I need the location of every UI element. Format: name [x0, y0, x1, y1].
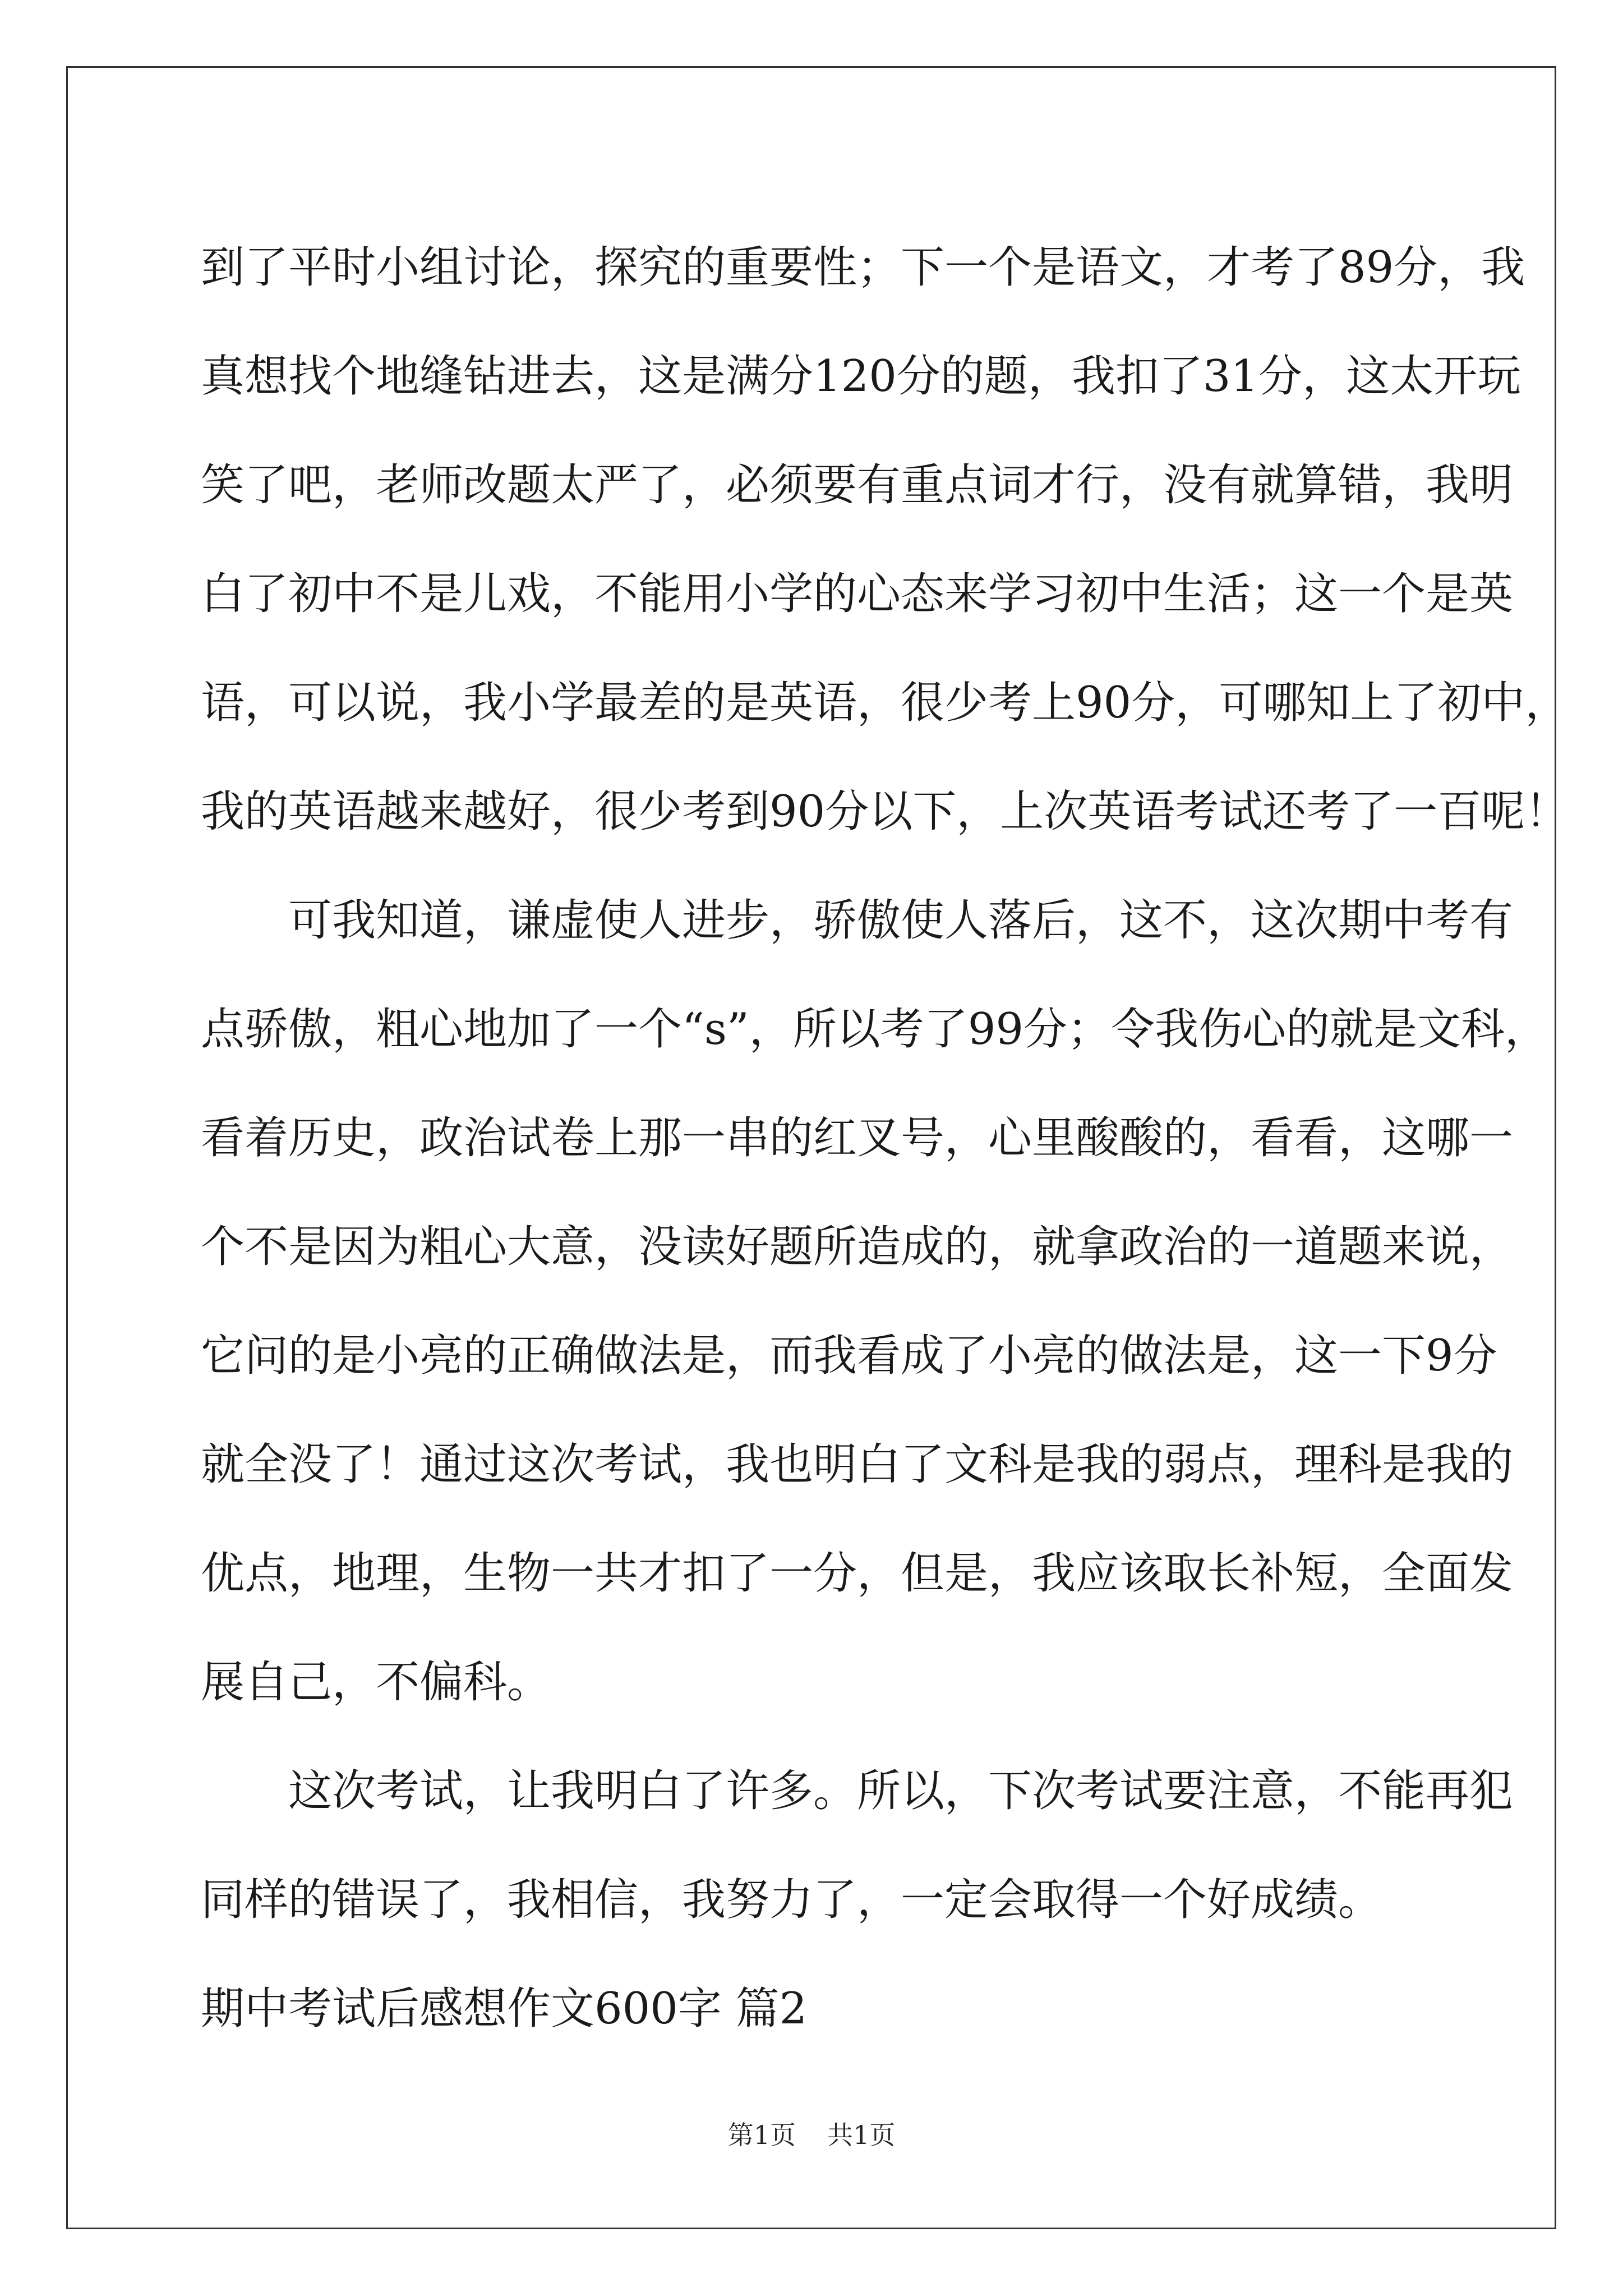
paragraph-2-line-5: 它问的是小亮的正确做法是，而我看成了小亮的做法是，这一下9分: [201, 1331, 1497, 1381]
paragraph-1-line-4: 白了初中不是儿戏，不能用小学的心态来学习初中生活；这一个是英: [201, 569, 1514, 619]
paragraph-1-line-1: 到了平时小组讨论，探究的重要性；下一个是语文，才考了89分，我: [201, 242, 1525, 293]
section-heading: 期中考试后感想作文600字 篇2: [201, 1984, 808, 2034]
page-number-total: 共1页: [827, 2120, 896, 2150]
paragraph-1-line-3: 笑了吧，老师改题太严了，必须要有重点词才行，没有就算错，我明: [201, 460, 1514, 510]
paragraph-3-line-2: 同样的错误了，我相信，我努力了，一定会取得一个好成绩。: [201, 1875, 1382, 1925]
page-footer: [0, 2115, 1623, 2152]
paragraph-1-line-5: 语，可以说，我小学最差的是英语，很少考上90分，可哪知上了初中，: [201, 678, 1569, 728]
paragraph-2-line-8: 展自己，不偏科。: [201, 1657, 551, 1708]
paragraph-1-line-6: 我的英语越来越好，很少考到90分以下，上次英语考试还考了一百呢！: [201, 786, 1569, 837]
paragraph-3-line-1: 这次考试，让我明白了许多。所以，下次考试要注意，不能再犯: [288, 1766, 1514, 1816]
paragraph-2-line-4: 个不是因为粗心大意，没读好题所造成的，就拿政治的一道题来说，: [201, 1222, 1514, 1272]
paragraph-2-line-6: 就全没了！通过这次考试，我也明白了文科是我的弱点，理科是我的: [201, 1439, 1514, 1490]
paragraph-2-line-2: 点骄傲，粗心地加了一个“s”，所以考了99分；令我伤心的就是文科，: [201, 1004, 1549, 1055]
page-number-current: 第1页: [727, 2120, 796, 2150]
paragraph-1-line-2: 真想找个地缝钻进去，这是满分120分的题，我扣了31分，这太开玩: [201, 351, 1521, 402]
paragraph-2-line-1: 可我知道，谦虚使人进步，骄傲使人落后，这不，这次期中考有: [288, 895, 1514, 946]
paragraph-2-line-7: 优点，地理，生物一共才扣了一分，但是，我应该取长补短，全面发: [201, 1548, 1514, 1599]
document-body: [201, 213, 1569, 2063]
paragraph-2-line-3: 看着历史，政治试卷上那一串的红叉号，心里酸酸的，看看，这哪一: [201, 1113, 1514, 1163]
